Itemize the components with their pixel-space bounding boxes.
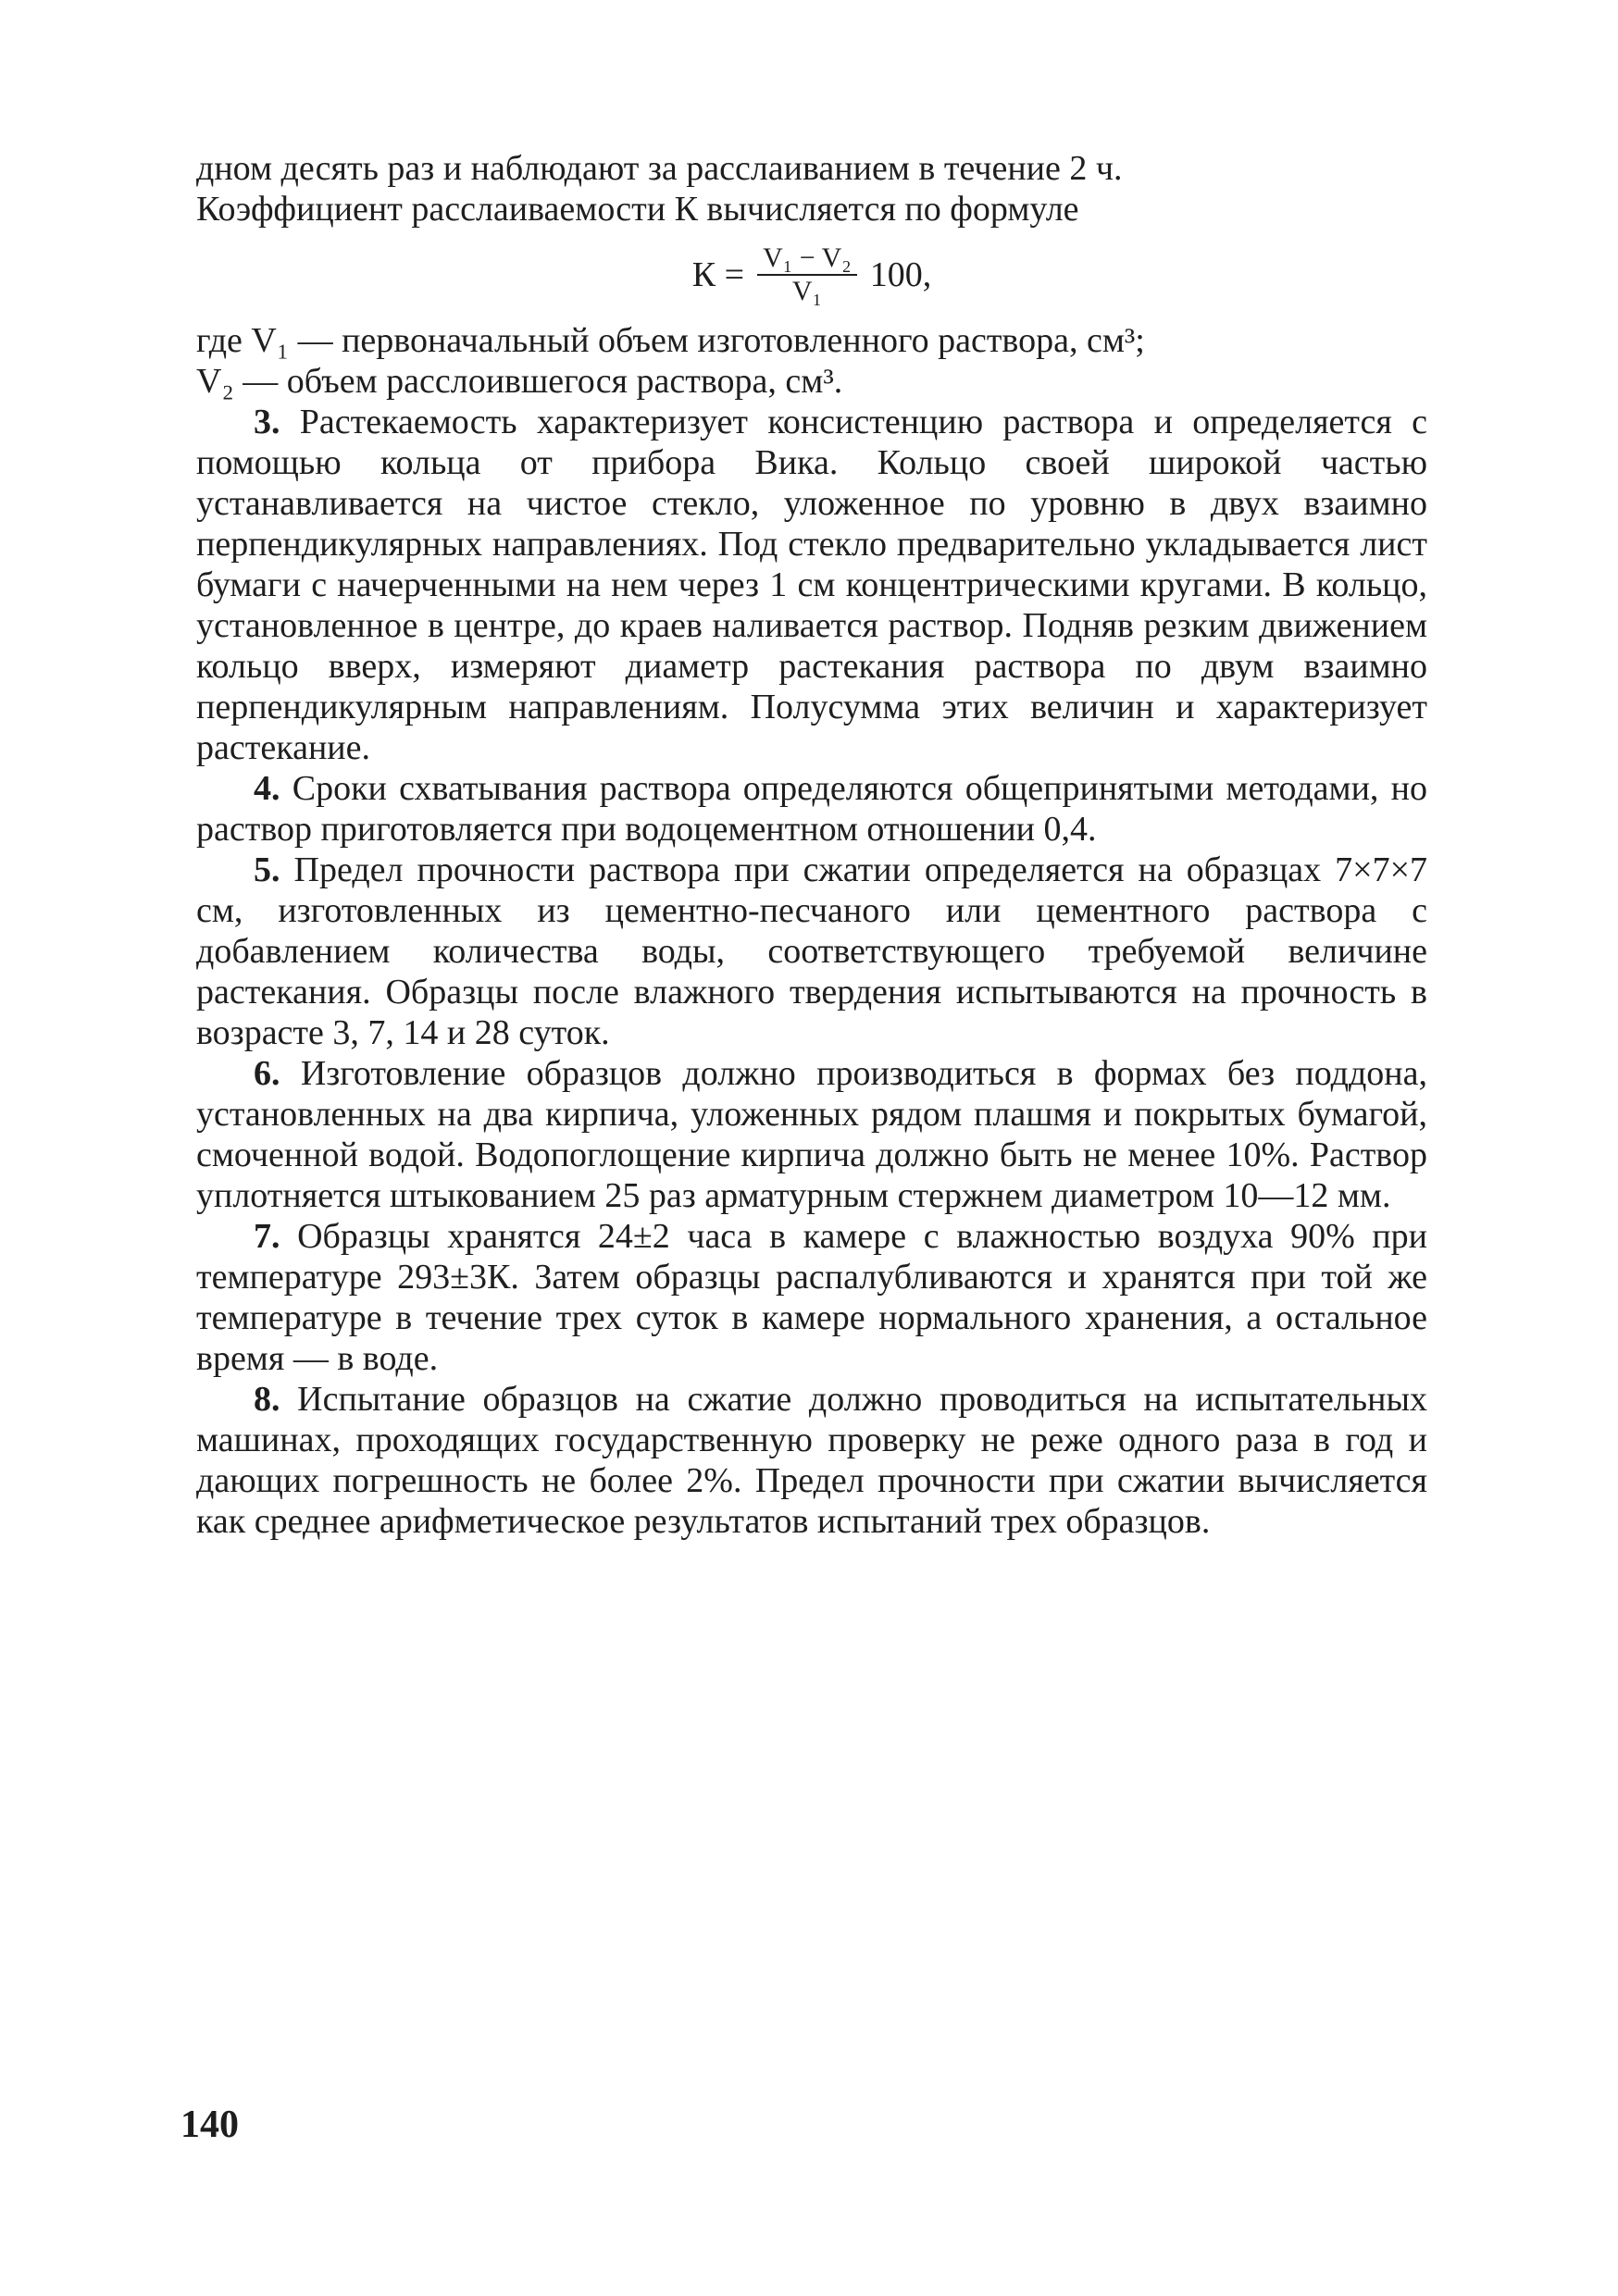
paragraph-text: Испытание образцов на сжатие должно проводиться на испытательных машинах, проходящих государственную проверку не реже одного раза в год и дающих погрешность не более 2%. Предел прочности при сжатии вычисляется как среднее арифметическое результатов испытаний трех образцов. <box>196 1380 1427 1541</box>
page-body <box>196 148 1427 1542</box>
paragraph-number: 8. <box>254 1380 280 1419</box>
formula-denominator: V₁ <box>791 276 822 306</box>
paragraph-number: 6. <box>254 1054 280 1093</box>
formula-numerator: V₁ − V₂ <box>757 242 857 276</box>
paragraph-number: 7. <box>254 1217 280 1256</box>
paragraph-text: Сроки схватывания раствора определяются общепринятыми методами, но раствор приготовляется при водоцементном отношении 0,4. <box>196 769 1427 849</box>
paragraph-3 <box>196 402 1427 768</box>
paragraph-6 <box>196 1053 1427 1216</box>
page-number: 140 <box>180 2104 239 2146</box>
formula <box>196 242 1427 307</box>
paragraph-text: Предел прочности раствора при сжатии определяется на образцах 7×7×7 см, изготовленных из цементно-песчаного или цементного раствора с добавлением количества воды, соответствующего требуемой величине растекания. Образцы после влажного твердения испытываются на прочность в возрасте 3, 7, 14 и 28 суток. <box>196 850 1428 1052</box>
paragraph-5 <box>196 850 1427 1053</box>
paragraph-number: 5. <box>254 850 280 889</box>
formula-rhs: 100, <box>869 255 932 294</box>
paragraph-text: Образцы хранятся 24±2 часа в камере с влажностью воздуха 90% при температуре 293±3К. Затем образцы распалубливаются и хранятся при той же температуре в течение трех суток в камере нормального хранения, а остальное время — в воде. <box>196 1217 1427 1378</box>
formula-fraction <box>757 242 857 307</box>
paragraph-4 <box>196 768 1427 850</box>
paragraph-number: 4. <box>254 769 280 808</box>
intro-line-2: Коэффициент расслаиваемости К вычисляется по формуле <box>196 190 1079 229</box>
paragraph-8 <box>196 1379 1427 1542</box>
paragraph-7 <box>196 1216 1427 1379</box>
paragraph-text: Изготовление образцов должно производиться в формах без поддона, установленных на два кирпича, уложенных рядом плашмя и покрытых бумагой, смоченной водой. Водопоглощение кирпича должно быть не менее 10%. Раствор уплотняется штыкованием 25 раз арматурным стержнем диаметром 10—12 мм. <box>196 1054 1428 1215</box>
intro-line-1: дном десять раз и наблюдают за расслаиванием в течение 2 ч. <box>196 149 1123 188</box>
formula-lhs: К = <box>691 255 745 294</box>
paragraph-number: 3. <box>254 403 280 441</box>
where-v2: V₂ — объем расслоившегося раствора, см³. <box>196 362 843 401</box>
where-v1: где V₁ — первоначальный объем изготовленного раствора, см³; <box>196 321 1145 360</box>
paragraph-text: Растекаемость характеризует консистенцию раствора и определяется с помощью кольца от прибора Вика. Кольцо своей широкой частью устанавливается на чистое стекло, уложенное по уровню в двух взаимно перпендикулярных направлениях. Под стекло предварительно укладывается лист бумаги с начерченными на нем через 1 см концентрическими кругами. В кольцо, установленное в центре, до краев наливается раствор. Подняв резким движением кольцо вверх, измеряют диаметр растекания раствора по двум взаимно перпендикулярным направлениям. Полусумма этих величин и характеризует растекание. <box>196 403 1427 767</box>
